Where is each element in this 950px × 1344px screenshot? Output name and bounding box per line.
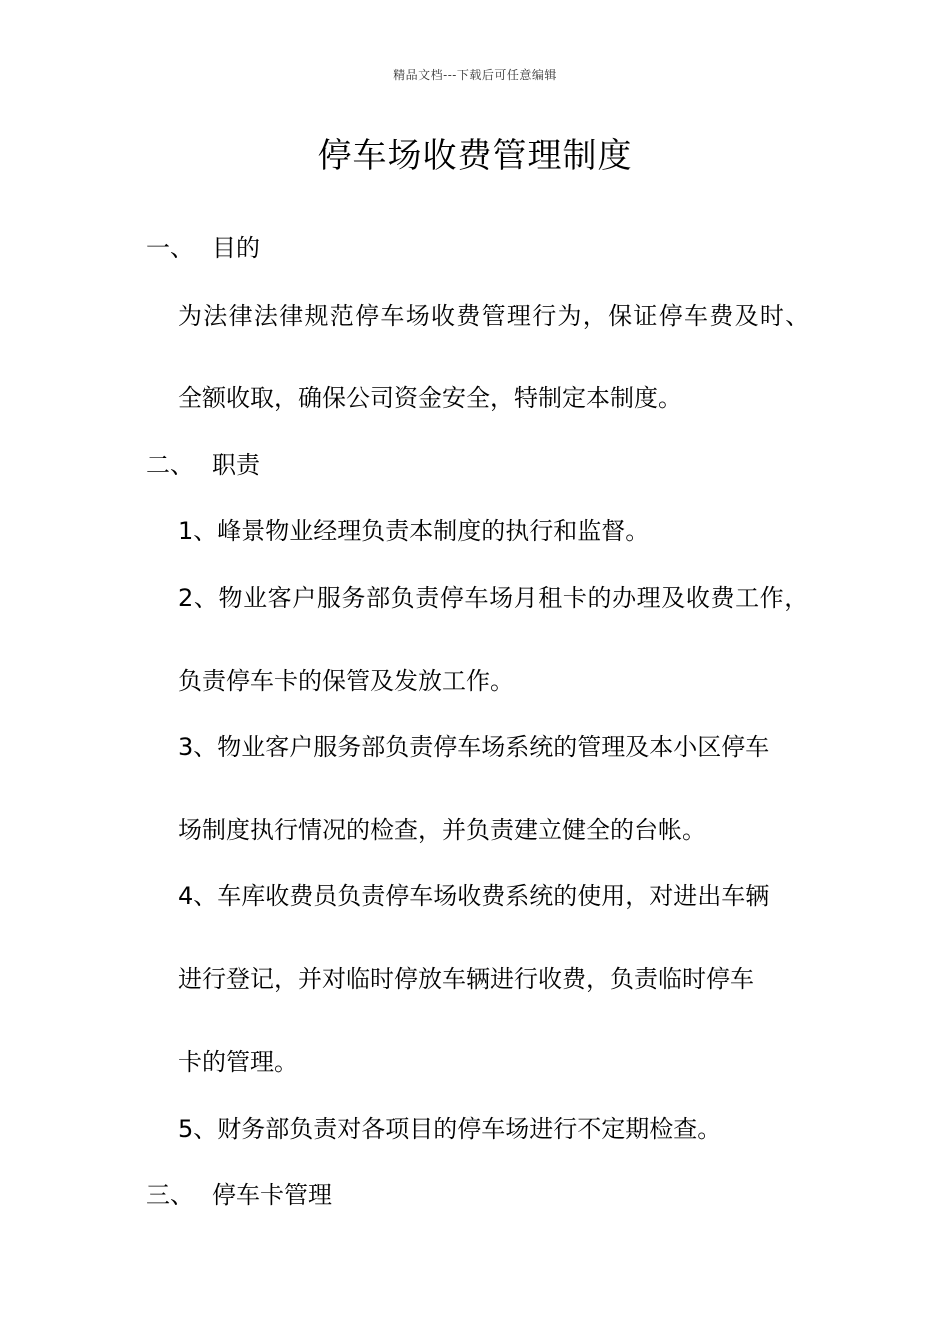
section-1-heading: 目的: [212, 234, 260, 262]
section-2-number: 二、: [146, 451, 194, 479]
duty-item-1-line-1: 1、峰景物业经理负责本制度的执行和监督。: [178, 517, 650, 545]
duty-item-4-line-3: 卡的管理。: [178, 1048, 298, 1076]
section-3-number: 三、: [146, 1181, 194, 1209]
section-1-number: 一、: [146, 234, 194, 262]
section-2-heading: 职责: [212, 451, 260, 479]
document-title: 停车场收费管理制度: [317, 136, 633, 176]
duty-item-3-line-1: 3、物业客户服务部负责停车场系统的管理及本小区停车: [178, 733, 770, 761]
section-1-paragraph-line-1: 为法律法律规范停车场收费管理行为，保证停车费及时、: [178, 302, 811, 330]
duty-item-2-line-2: 负责停车卡的保管及发放工作。: [178, 667, 514, 695]
duty-item-3-line-2: 场制度执行情况的检查，并负责建立健全的台帐。: [178, 816, 706, 844]
header-note: 精品文档---下载后可任意编辑: [393, 68, 557, 82]
section-3-heading: 停车卡管理: [212, 1181, 332, 1209]
duty-item-4-line-2: 进行登记，并对临时停放车辆进行收费，负责临时停车: [178, 965, 754, 993]
section-1-paragraph-line-2: 全额收取，确保公司资金安全，特制定本制度。: [178, 384, 682, 412]
duty-item-5-line-1: 5、财务部负责对各项目的停车场进行不定期检查。: [178, 1115, 722, 1143]
duty-item-2-line-1: 2、物业客户服务部负责停车场月租卡的办理及收费工作，: [178, 584, 809, 612]
duty-item-4-line-1: 4、车库收费员负责停车场收费系统的使用，对进出车辆: [178, 882, 770, 910]
